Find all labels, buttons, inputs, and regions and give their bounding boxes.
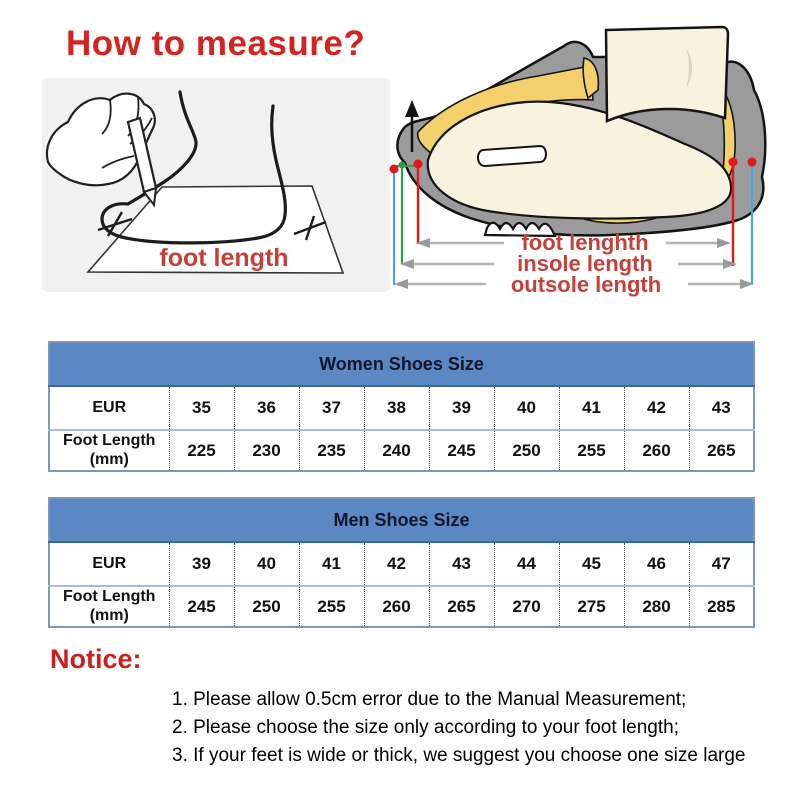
length-cell: 235 — [299, 430, 364, 471]
length-cell: 240 — [364, 430, 429, 471]
size-cell: 46 — [624, 542, 689, 586]
size-cell: 41 — [559, 386, 624, 430]
size-cell: 37 — [299, 386, 364, 430]
foot-tracing-panel — [42, 78, 390, 292]
outsole-point-dot — [390, 165, 399, 174]
length-cell: 225 — [169, 430, 234, 471]
heel-inner-dot — [729, 158, 738, 167]
length-cell: 255 — [299, 586, 364, 627]
length-cell: 230 — [234, 430, 299, 471]
size-cell: 42 — [624, 386, 689, 430]
notice-item: 2. Please choose the size only according to your foot length; — [172, 717, 679, 738]
length-cell: 260 — [364, 586, 429, 627]
men-size-table — [48, 497, 755, 628]
size-cell: 41 — [299, 542, 364, 586]
size-cell: 39 — [429, 386, 494, 430]
size-cell: 47 — [689, 542, 754, 586]
length-cell: 250 — [494, 430, 559, 471]
length-cell: 255 — [559, 430, 624, 471]
ankle-shape — [606, 27, 728, 121]
length-cell: 245 — [429, 430, 494, 471]
size-cell: 38 — [364, 386, 429, 430]
women-size-table — [48, 341, 755, 472]
insole-length-dim-label: insole length — [517, 251, 653, 276]
notice-item: 1. Please allow 0.5cm error due to the Manual Measurement; — [172, 689, 687, 710]
length-cell: 280 — [624, 586, 689, 627]
size-cell: 43 — [429, 542, 494, 586]
length-cell: 270 — [494, 586, 559, 627]
size-cell: 44 — [494, 542, 559, 586]
size-cell: 42 — [364, 542, 429, 586]
men-table-title: Men Shoes Size — [49, 498, 754, 542]
length-cell: 250 — [234, 586, 299, 627]
insole-point-dot — [399, 162, 406, 169]
foot-point-dot — [414, 160, 423, 169]
size-cell: 45 — [559, 542, 624, 586]
table-row-header: Foot Length (mm) — [63, 588, 156, 624]
foot-length-label: foot length — [159, 244, 289, 272]
notice-title: Notice: — [50, 644, 142, 674]
women-table-title: Women Shoes Size — [49, 342, 754, 386]
page-title: How to measure? — [66, 24, 366, 63]
length-cell: 275 — [559, 586, 624, 627]
size-cell: 36 — [234, 386, 299, 430]
shoe-measure-diagram — [388, 0, 800, 300]
size-cell: 39 — [169, 542, 234, 586]
length-cell: 285 — [689, 586, 754, 627]
hand-with-pen-icon — [47, 94, 156, 205]
size-cell: 43 — [689, 386, 754, 430]
foot-length-dim-label: foot lenghth — [521, 230, 649, 255]
foot-tracing-illustration — [42, 78, 390, 292]
length-cell: 245 — [169, 586, 234, 627]
heel-outer-dot — [748, 158, 757, 167]
size-cell: 40 — [494, 386, 559, 430]
length-cell: 265 — [689, 430, 754, 471]
table-row-header: EUR — [49, 542, 169, 586]
size-cell: 40 — [234, 542, 299, 586]
notice-item: 3. If your feet is wide or thick, we suggest you choose one size large — [172, 745, 746, 766]
table-row-header: Foot Length (mm) — [63, 432, 156, 468]
table-row-header: EUR — [49, 386, 169, 430]
outsole-length-dim-label: outsole length — [510, 272, 662, 297]
length-cell: 265 — [429, 586, 494, 627]
length-cell: 260 — [624, 430, 689, 471]
toe-slot — [478, 146, 546, 166]
shoe-diagram-svg — [388, 0, 800, 300]
size-cell: 35 — [169, 386, 234, 430]
notice-list — [172, 686, 745, 770]
